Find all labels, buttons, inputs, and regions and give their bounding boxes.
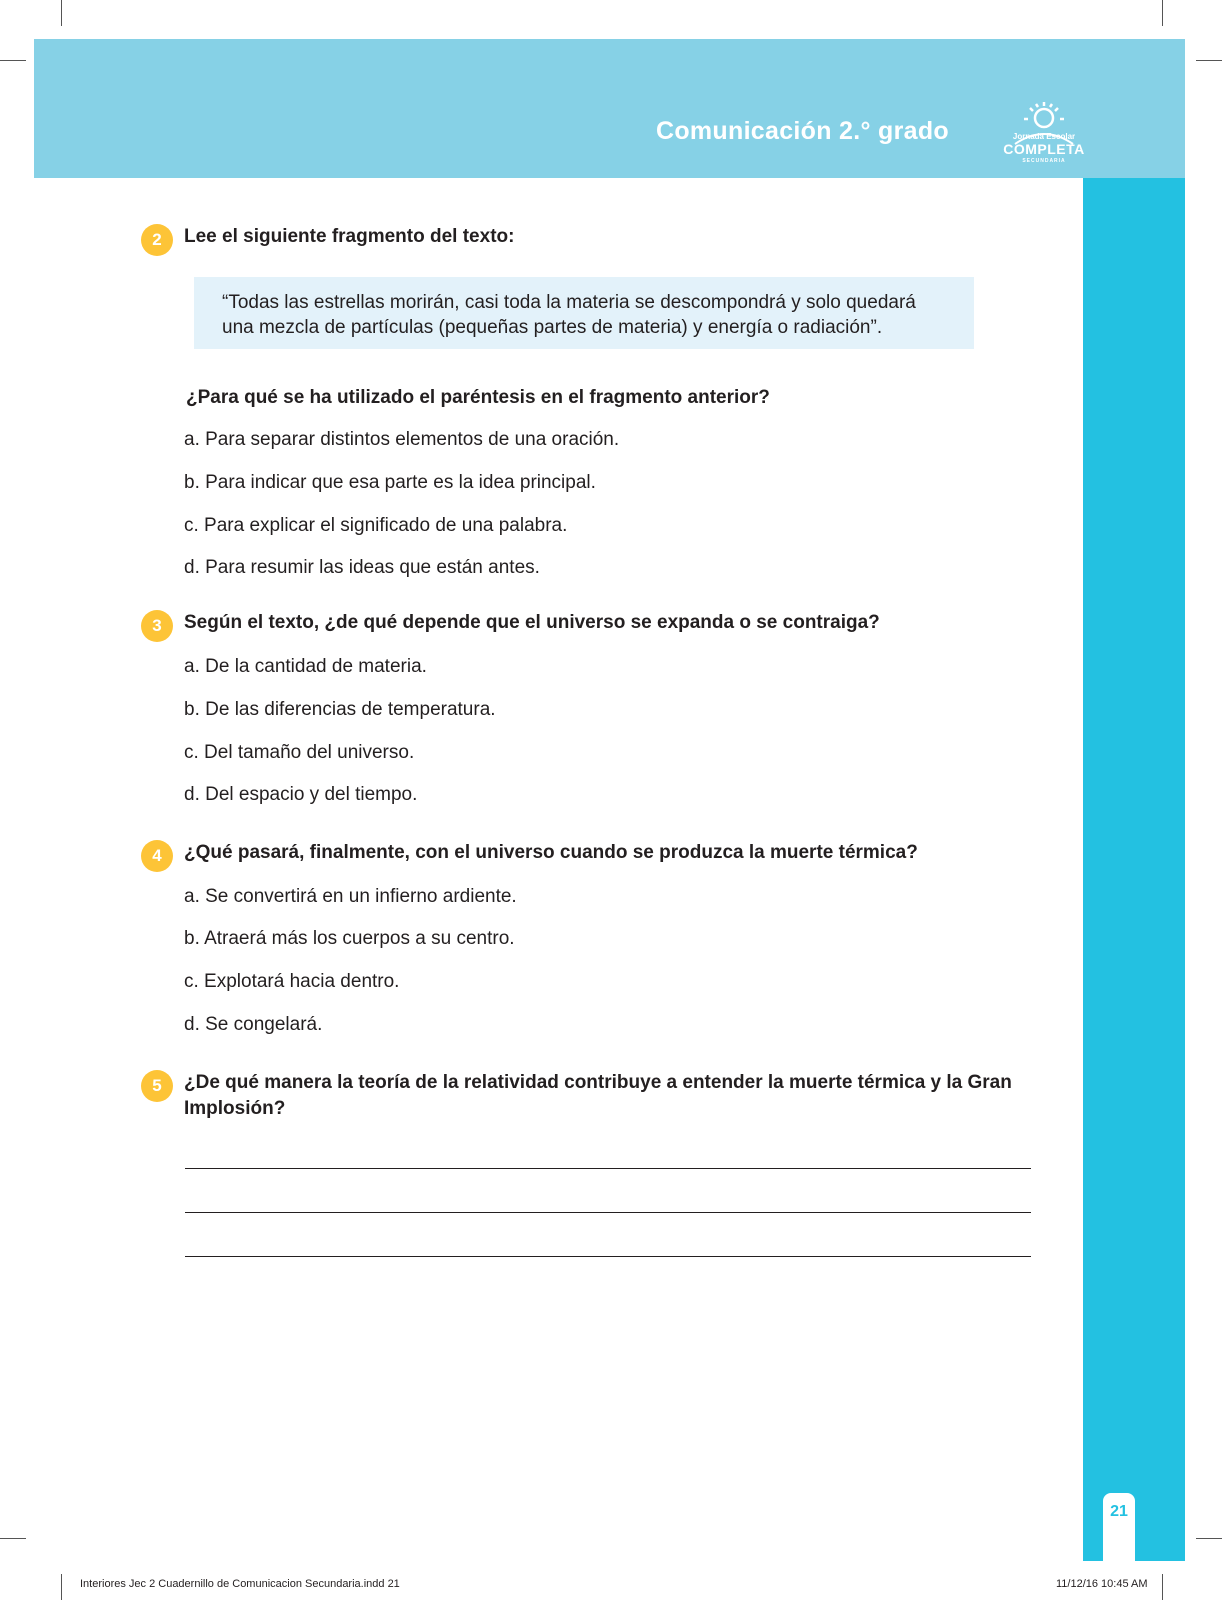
jornada-escolar-logo [960,58,1110,164]
crop-mark [0,60,26,61]
answer-option[interactable]: c. Del tamaño del universo. [184,742,415,763]
crop-mark [1196,60,1222,61]
answer-option[interactable]: d. Se congelará. [184,1014,323,1035]
question-line: Implosión? [184,1098,286,1119]
crop-mark [61,0,62,26]
footer-file-info: Interiores Jec 2 Cuadernillo de Comunicacion Secundaria.indd 21 [80,1578,400,1590]
crop-mark [1162,1574,1163,1600]
page-number-tab [1103,1493,1135,1561]
answer-option[interactable]: a. De la cantidad de materia. [184,656,427,677]
quote-text [222,290,952,340]
answer-line[interactable] [185,1168,1031,1169]
question-number-badge: 5 [141,1070,173,1102]
question-text [184,1070,1044,1122]
side-color-bar [1083,178,1185,1561]
logo-text-main: COMPLETA [1003,141,1085,157]
quote-line: “Todas las estrellas morirán, casi toda la materia se descompondrá y solo quedará [222,292,916,313]
crop-mark [1162,0,1163,26]
crop-mark [1196,1538,1222,1539]
question-number-badge: 4 [141,840,173,872]
answer-option[interactable]: c. Explotará hacia dentro. [184,971,400,992]
question-line: ¿De qué manera la teoría de la relatividad contribuye a entender la muerte térmica y la Gran [184,1072,1012,1093]
answer-line[interactable] [185,1212,1031,1213]
answer-option[interactable]: d. Del espacio y del tiempo. [184,784,418,805]
quote-line: una mezcla de partículas (pequeñas partes de materia) y energía o radiación”. [222,317,883,338]
answer-option[interactable]: b. Atraerá más los cuerpos a su centro. [184,928,515,949]
question-text: Según el texto, ¿de qué depende que el universo se expanda o se contraiga? [184,612,880,633]
logo-text-bottom: SECUNDARIA [1022,158,1066,164]
answer-option[interactable]: d. Para resumir las ideas que están antes. [184,557,540,578]
question-instruction: Lee el siguiente fragmento del texto: [184,226,515,247]
answer-option[interactable]: a. Se convertirá en un infierno ardiente. [184,886,517,907]
answer-option[interactable]: b. Para indicar que esa parte es la idea principal. [184,472,596,493]
page-number: 21 [1110,1503,1128,1520]
answer-option[interactable]: a. Para separar distintos elementos de una oración. [184,429,620,450]
answer-line[interactable] [185,1256,1031,1257]
crop-mark [0,1538,26,1539]
question-number-badge: 2 [141,224,173,256]
answer-option[interactable]: c. Para explicar el significado de una palabra. [184,515,568,536]
question-number-badge: 3 [141,610,173,642]
quote-box [194,277,974,349]
question-text: ¿Para qué se ha utilizado el paréntesis en el fragmento anterior? [186,387,770,408]
crop-mark [61,1574,62,1600]
footer-datetime: 11/12/16 10:45 AM [1056,1578,1148,1590]
answer-option[interactable]: b. De las diferencias de temperatura. [184,699,496,720]
logo-text-top: Jornada Escolar [1012,132,1076,141]
question-text: ¿Qué pasará, finalmente, con el universo cuando se produzca la muerte térmica? [184,842,918,863]
page-title: Comunicación 2.° grado [655,117,949,145]
